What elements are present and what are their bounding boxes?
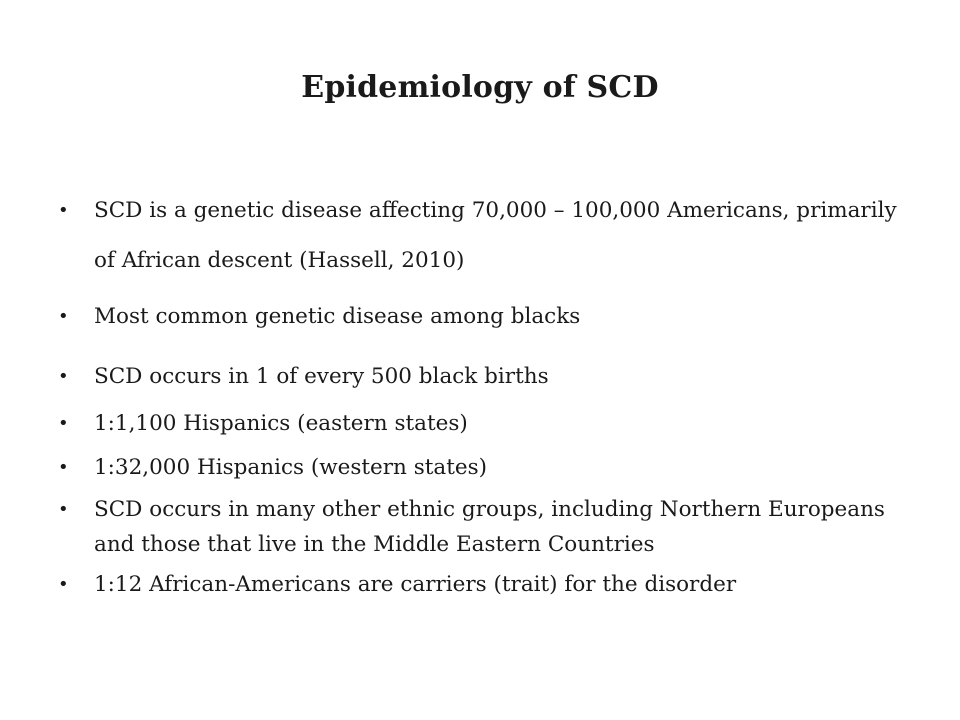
- bullet-text: SCD is a genetic disease affecting 70,000 – 100,000 Americans, primarily of African descent (Hassell, 2010): [94, 198, 897, 273]
- bullet-dot: •: [58, 306, 69, 327]
- bullet-text: SCD occurs in 1 of every 500 black births: [94, 364, 549, 389]
- bullet-text: 1:1,100 Hispanics (eastern states): [94, 411, 468, 436]
- bullet-text: Most common genetic disease among blacks: [94, 304, 581, 329]
- bullet-dot: •: [58, 413, 69, 434]
- bullet-dot: •: [58, 366, 69, 387]
- bullet-dot: •: [58, 499, 69, 520]
- bullet-dot: •: [58, 200, 69, 221]
- bullet-dot: •: [58, 574, 69, 595]
- bullet-text: SCD occurs in many other ethnic groups, including Northern Europeans and those that live in the Middle Eastern Countries: [94, 497, 885, 557]
- bullet-dot: •: [58, 457, 69, 478]
- slide-title: Epidemiology of SCD: [301, 70, 659, 105]
- bullet-text: 1:32,000 Hispanics (western states): [94, 455, 488, 480]
- bullet-text: 1:12 African-Americans are carriers (trait) for the disorder: [94, 572, 737, 597]
